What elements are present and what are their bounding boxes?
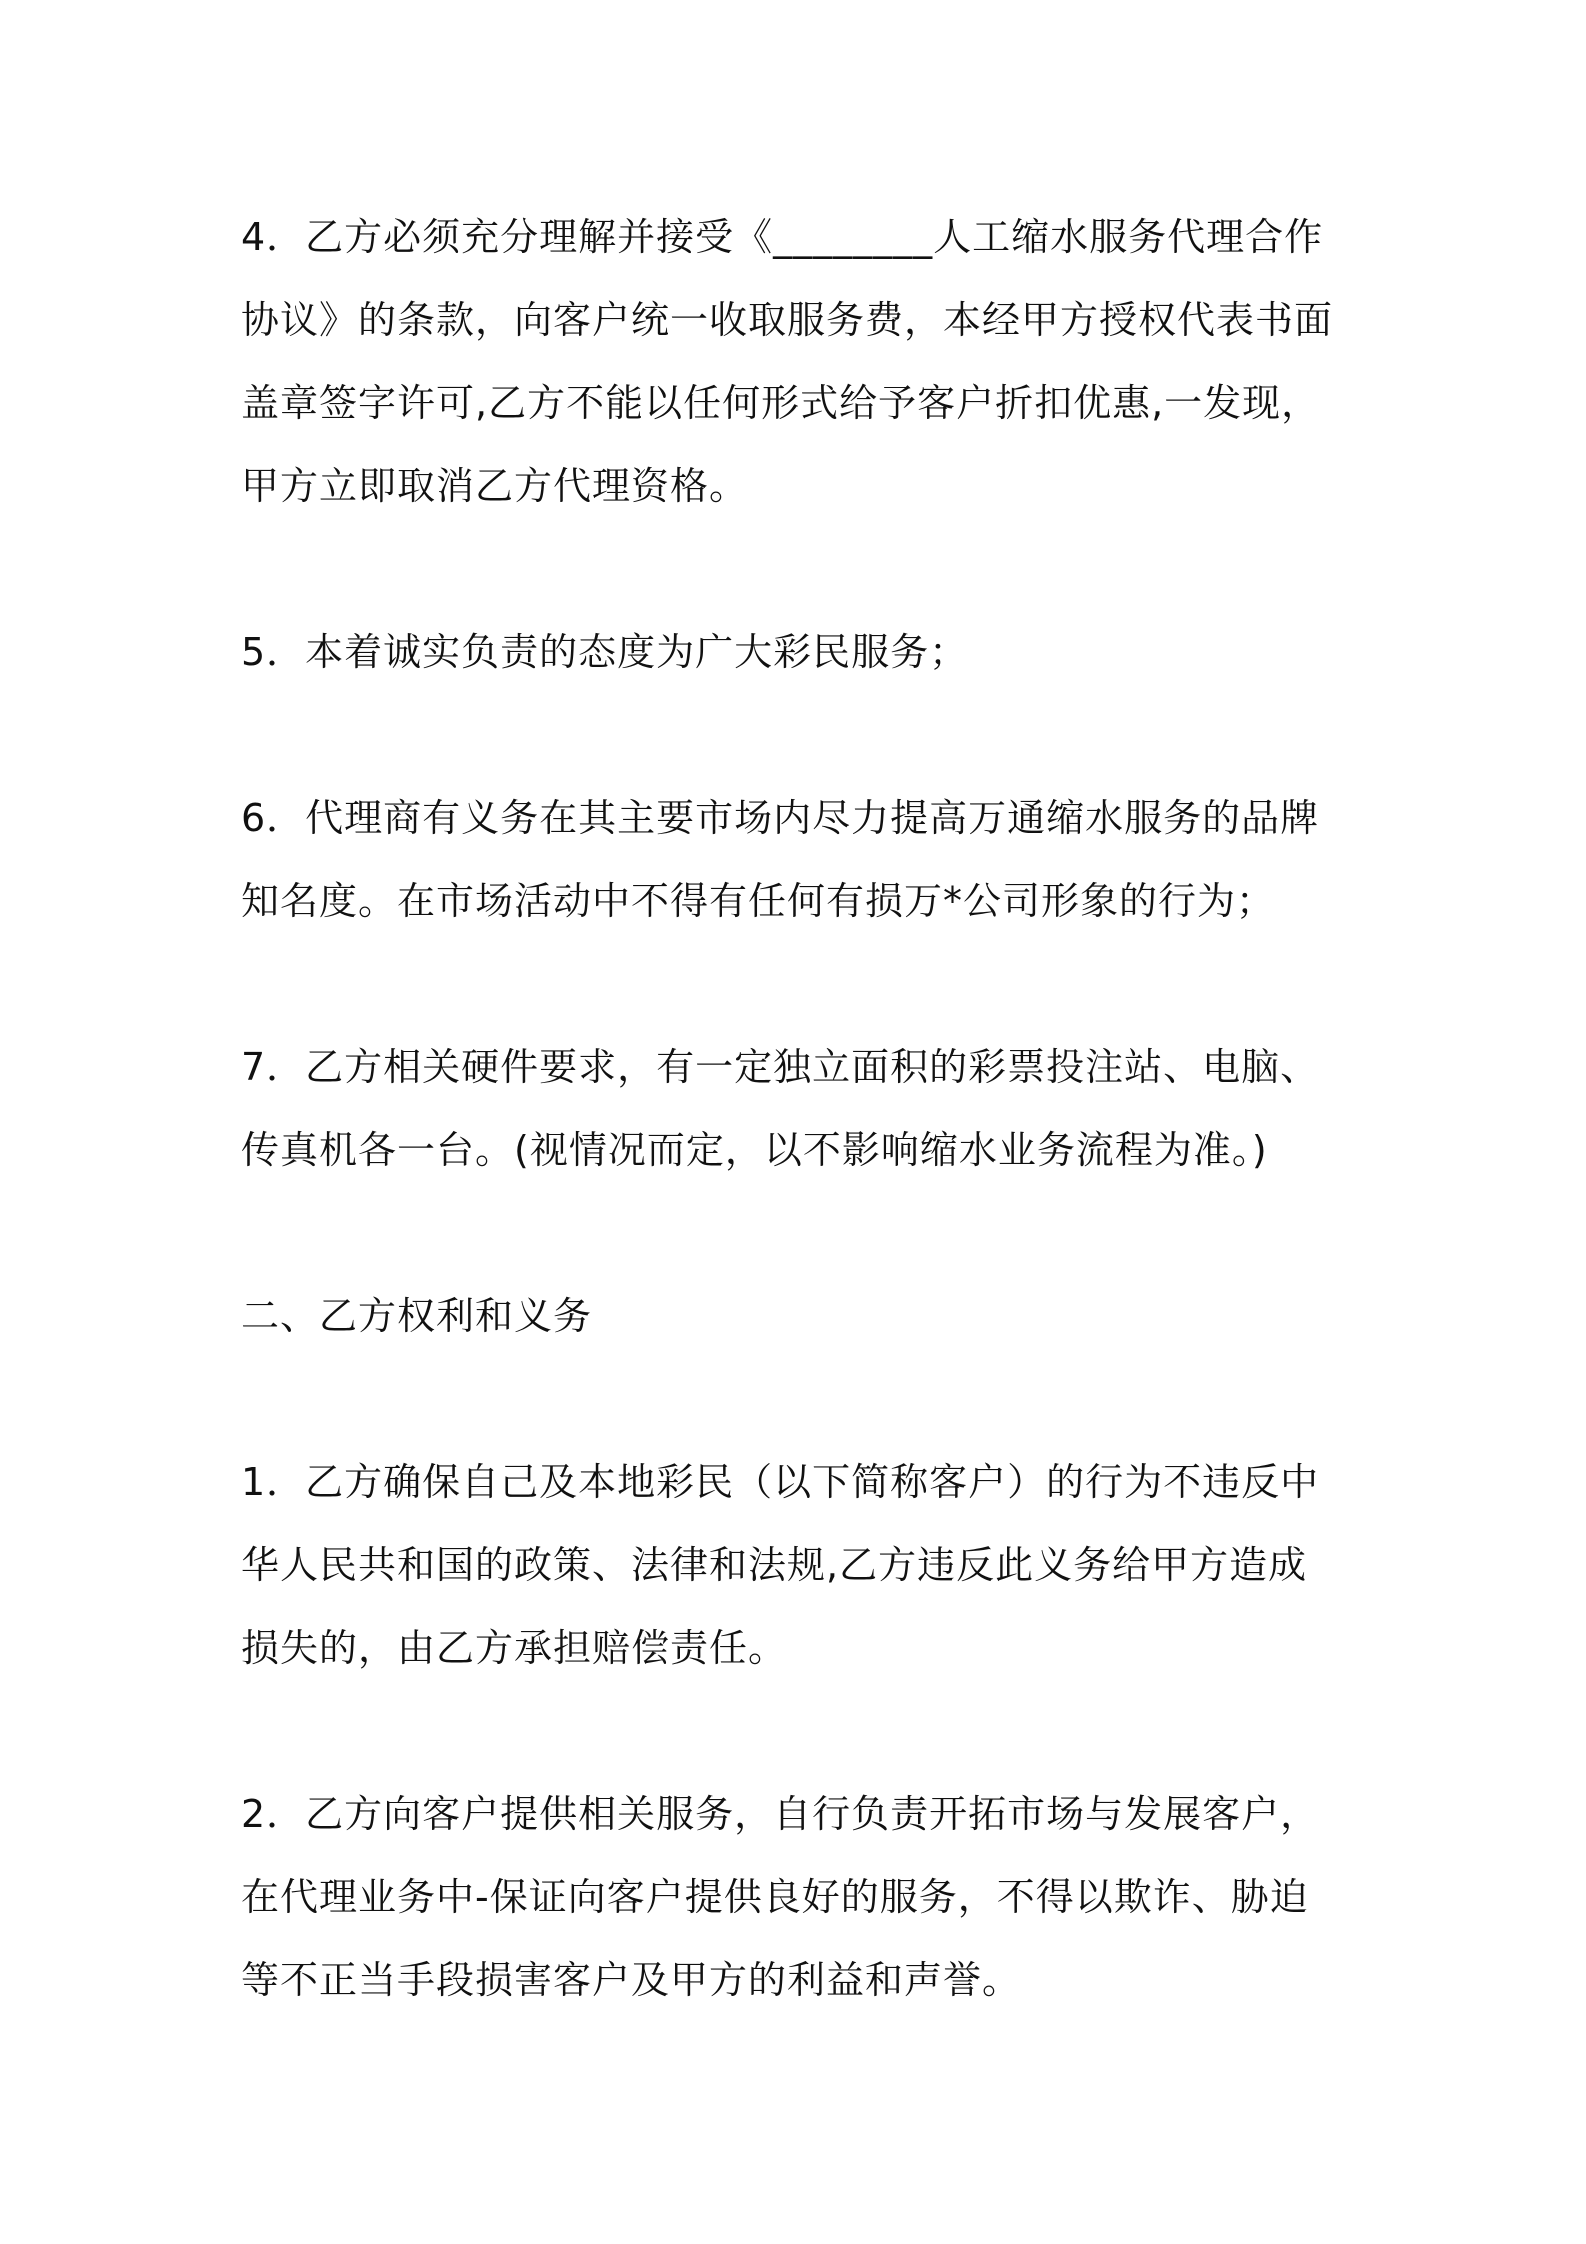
clause-2-1-paragraph: 1．乙方确保自己及本地彩民（以下简称客户）的行为不违反中 华人民共和国的政策、法律和法规,乙方违反此义务给甲方造成 损失的，由乙方承担赔偿责任。 [241, 1460, 1320, 1670]
clause-5-paragraph: 5．本着诚实负责的态度为广大彩民服务； [241, 630, 969, 674]
clause-7-paragraph: 7．乙方相关硬件要求，有一定独立面积的彩票投注站、电脑、 传真机各一台。(视情况而定，以不影响缩水业务流程为准。) [241, 1045, 1320, 1172]
document-body [241, 196, 1361, 2105]
clause-2-2-paragraph: 2．乙方向客户提供相关服务，自行负责开拓市场与发展客户， 在代理业务中-保证向客户提供良好的服务，不得以欺诈、胁迫 等不正当手段损害客户及甲方的利益和声誉。 [241, 1792, 1320, 2002]
section-heading: 二、乙方权利和义务 [241, 1294, 593, 1338]
clause-6-paragraph: 6．代理商有义务在其主要市场内尽力提高万通缩水服务的品牌 知名度。在市场活动中不得有任何有损万*公司形象的行为； [241, 796, 1320, 923]
clause-4-paragraph: 4．乙方必须充分理解并接受《________人工缩水服务代理合作 协议》的条款，向客户统一收取服务费，本经甲方授权代表书面 盖章签字许可,乙方不能以任何形式给予客户折扣优惠,一发现， 甲方立即取消乙方代理资格。 [241, 215, 1334, 508]
